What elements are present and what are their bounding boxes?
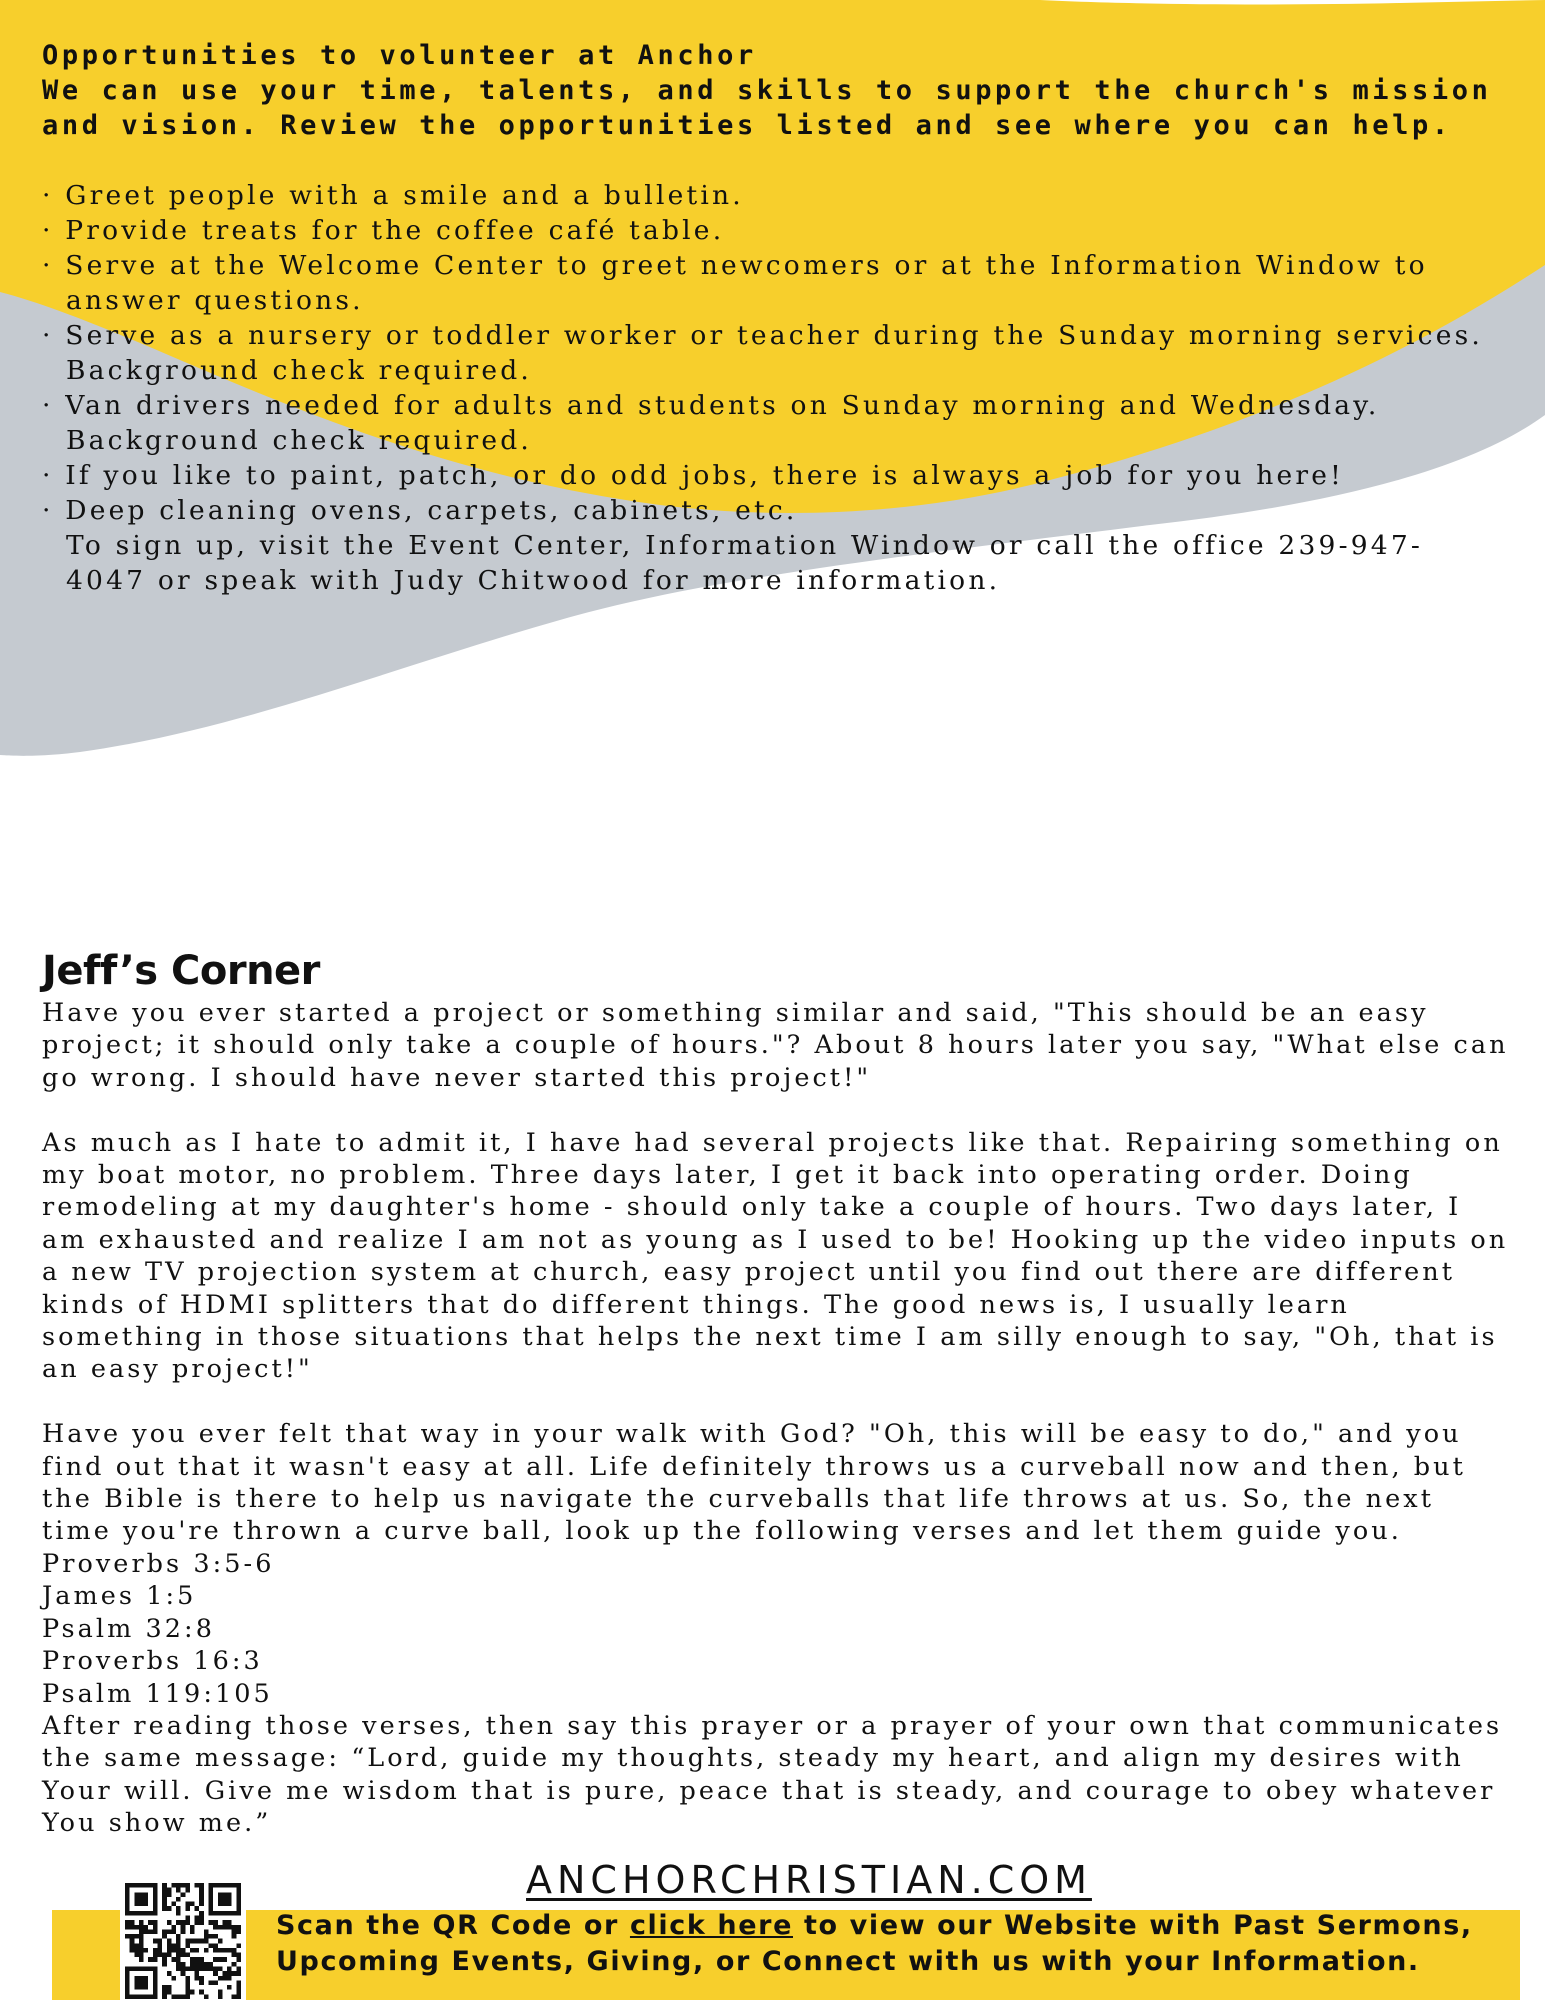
jeffs-corner-section bbox=[42, 945, 1512, 1840]
volunteer-item: · Serve as a nursery or toddler worker or teacher during the Sunday morning services. Background check required. bbox=[42, 320, 1484, 386]
website-link[interactable]: ANCHORCHRISTIAN.COM bbox=[526, 1858, 1092, 1902]
jeff-paragraph-4: After reading those verses, then say this prayer or a prayer of your own that communicates the same message: “Lord, guide my thoughts, steady my heart, and align my desires with Your will. Give me wisdom that is pure, peace that is steady, and courage to obey whatever You show me.” bbox=[42, 1710, 1503, 1839]
jeff-paragraph-2: As much as I hate to admit it, I have had several projects like that. Repairing something on my boat motor, no problem. Three days later, I get it back into operating order. Doing remodeling at my daughter's home - should only take a couple of hours. Two days later, I am exhausted and realize I am not as young as I used to be! Hooking up the video inputs on a new TV projection system at church, easy project until you find out there are different kinds of HDMI splitters that do different things. The good news is, I usually learn something in those situations that helps the next time I am silly enough to say, "Oh, that is an easy project!" bbox=[42, 1127, 1509, 1385]
volunteer-item: · Van drivers needed for adults and students on Sunday morning and Wednesday. Background check required. bbox=[42, 390, 1380, 456]
verse-reference: Proverbs 3:5-6 bbox=[42, 1548, 275, 1579]
volunteer-item: · Provide treats for the coffee café table. bbox=[42, 215, 725, 246]
volunteer-title: Opportunities to volunteer at Anchor bbox=[42, 40, 757, 71]
volunteer-intro: We can use your time, talents, and skills to support the church's mission and vision. Review the opportunities listed and see where you can help. bbox=[42, 75, 1492, 141]
verse-reference: Psalm 32:8 bbox=[42, 1613, 215, 1644]
verse-list bbox=[42, 1548, 1512, 1710]
signup-info: To sign up, visit the Event Center, Information Window or call the office 239-947-4047 or speak with Judy Chitwood for more information. bbox=[66, 530, 1424, 596]
volunteer-list bbox=[42, 178, 1502, 528]
jeff-paragraph-1: Have you ever started a project or something similar and said, "This should be an easy project; it should only take a couple of hours."? About 8 hours later you say, "What else can go wrong. I should have never started this project!" bbox=[42, 998, 1509, 1093]
qr-code-icon[interactable] bbox=[120, 1878, 246, 2000]
footer-cta bbox=[276, 1908, 1545, 1980]
qr-code-graphic bbox=[125, 1883, 241, 1999]
click-here-link[interactable]: click here bbox=[629, 1910, 793, 1941]
volunteer-section bbox=[42, 38, 1502, 598]
verse-reference: Proverbs 16:3 bbox=[42, 1646, 263, 1677]
volunteer-item: · Deep cleaning ovens, carpets, cabinets, etc. bbox=[42, 495, 798, 526]
volunteer-item: · Greet people with a smile and a bulletin. bbox=[42, 180, 744, 211]
footer-text-before: Scan the QR Code or bbox=[276, 1910, 630, 1941]
volunteer-item: · If you like to paint, patch, or do odd jobs, there is always a job for you here! bbox=[42, 460, 1344, 491]
verse-reference: Psalm 119:105 bbox=[42, 1678, 273, 1709]
footer-text-after: to view our Website with Past Sermons, Upcoming Events, Giving, or Connect with us with your Information. bbox=[276, 1910, 1473, 1977]
volunteer-item: · Serve at the Welcome Center to greet newcomers or at the Information Window to answer questions. bbox=[42, 250, 1428, 316]
jeff-paragraph-3: Have you ever felt that way in your walk with God? "Oh, this will be easy to do," and you find out that it wasn't easy at all. Life definitely throws us a curveball now and then, but the Bible is there to help us navigate the curveballs that life throws at us. So, the next time you're thrown a curve ball, look up the following verses and let them guide you. bbox=[42, 1419, 1466, 1547]
jeffs-corner-title: Jeff’s Corner bbox=[42, 948, 320, 994]
verse-reference: James 1:5 bbox=[42, 1581, 197, 1612]
